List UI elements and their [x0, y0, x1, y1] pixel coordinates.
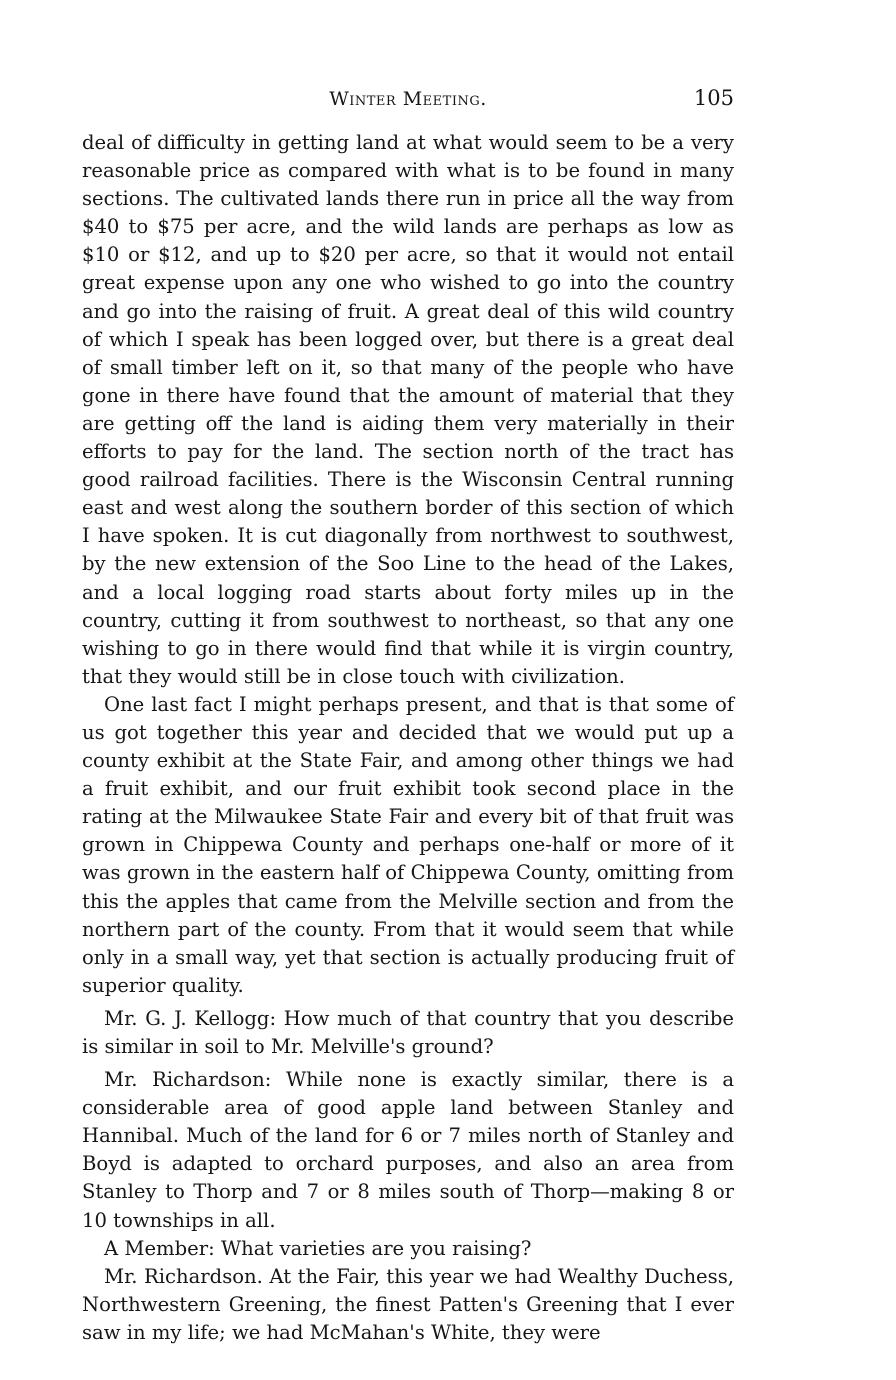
dialogue-text: How much of that country that you describe is similar in soil to Mr. Melville's ground? [82, 1006, 735, 1058]
dialogue-text: What varieties are you raising? [220, 1236, 532, 1260]
paragraph-continuation [82, 129, 734, 691]
dialogue-member [82, 1235, 734, 1263]
paragraph-text: One last fact I might perhaps present, and that is that some of us got together this year and decided that we would put up a county exhibit at the State Fair, and among other things we had a fruit exhibit, and our fruit exhibit took second place in the rating at the Milwaukee State Fair and every bit of that fruit was grown in Chippewa County and perhaps one-half or more of it was grown in the eastern half of Chippewa County, omitting from this the apples that came from the Melville section and from the northern part of the county. From that it would seem that while only in a small way, yet that section is actually producing fruit of superior quality. [82, 692, 734, 997]
dialogue-text: At the Fair, this year we had Wealthy Duchess, Northwestern Greening, the finest Patten's Greening that I ever saw in my life; we had McMahan's White, they were [82, 1264, 734, 1344]
page-number: 105 [693, 86, 734, 110]
paragraph-fair-exhibit [82, 691, 734, 1000]
dialogue-kellogg [82, 1005, 734, 1061]
speaker-name: Mr. Richardson: [104, 1068, 272, 1092]
page-header [82, 86, 734, 116]
running-head: Winter Meeting. [329, 88, 487, 110]
dialogue-richardson [82, 1066, 734, 1235]
body-text [82, 129, 734, 1347]
speaker-name: Mr. G. J. Kellogg: [104, 1006, 277, 1030]
speaker-name: A Member: [104, 1236, 215, 1260]
speaker-name: Mr. Richardson. [104, 1264, 263, 1288]
paragraph-text: deal of difficulty in getting land at what would seem to be a very reasonable price as compared with what is to be found in many sections. The cultivated lands there run in price all the way from $40 to $75 per acre, and the wild lands are perhaps as low as $10 or $12, and up to $20 per acre, so that it would not entail great expense upon any one who wished to go into the country and go into the raising of fruit. A great deal of this wild country of which I speak has been logged over, but there is a great deal of small timber left on it, so that many of the people who have gone in there have found that the amount of material that they are getting off the land is aiding them very materially in their efforts to pay for the land. The section north of the tract has good railroad facilities. There is the Wisconsin Central running east and west along the southern border of this section of which I have spoken. It is cut diagonally from northwest to southwest, by the new extension of the Soo Line to the head of the Lakes, and a local logging road starts about forty miles up in the country, cutting it from southwest to northeast, so that any one wishing to go in there would find that while it is virgin country, that they would still be in close touch with civilization. [82, 131, 734, 688]
dialogue-richardson-varieties [82, 1263, 734, 1347]
dialogue-text: While none is exactly similar, there is a considerable area of good apple land between Stanley and Hannibal. Much of the land for 6 or 7 miles north of Stanley and Boyd is adapted to orchard purposes, and also an area from Stanley to Thorp and 7 or 8 miles south of Thorp—making 8 or 10 townships in all. [82, 1068, 735, 1232]
